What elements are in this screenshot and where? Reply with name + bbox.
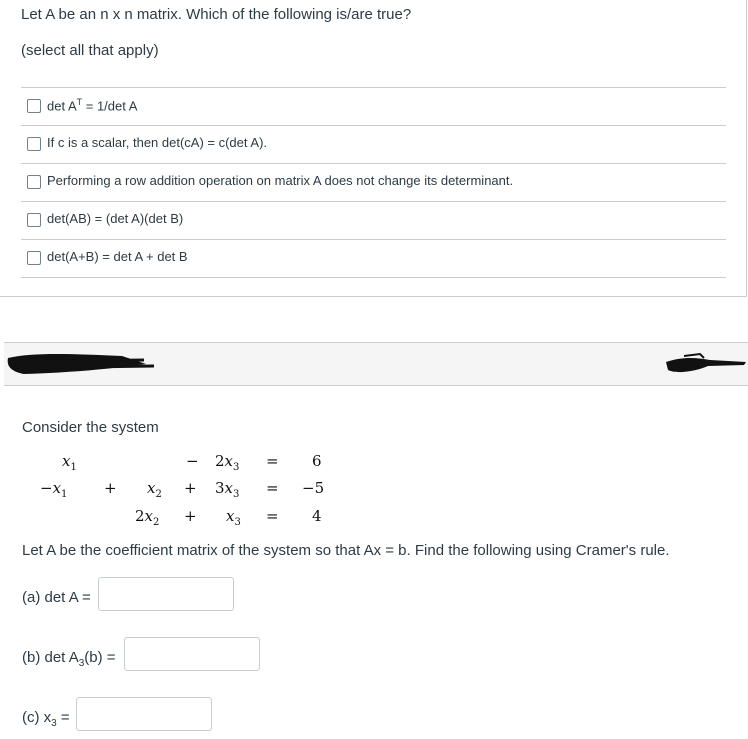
choice-5-checkbox[interactable]	[27, 251, 41, 265]
question-1-prompt: Let A be an n x n matrix. Which of the following is/are true?	[21, 6, 412, 23]
row3-operator: +	[184, 507, 197, 525]
choice-3-label: Performing a row addition operation on matrix A does not change its determinant.	[47, 173, 514, 188]
row3-x2: $2x_2$	[135, 507, 160, 528]
choice-1[interactable]	[21, 87, 726, 125]
question-2-statement: Let A be the coefficient matrix of the system so that Ax = b. Find the following using Cramer's rule.	[22, 542, 670, 559]
row2-x3: $3x_3$	[215, 479, 240, 500]
row1-equals: =	[266, 452, 279, 470]
choice-3-checkbox[interactable]	[27, 175, 41, 189]
choice-4-label: det(AB) = (det A)(det B)	[47, 211, 184, 226]
row2-rhs: −5	[302, 479, 325, 497]
row2-x2: $x_2$	[147, 479, 162, 500]
question-1-instruction: (select all that apply)	[21, 42, 159, 59]
choice-2[interactable]	[21, 125, 726, 163]
choice-5[interactable]	[21, 239, 726, 278]
redaction-scribble-left	[4, 350, 154, 378]
part-c-answer-input[interactable]	[76, 697, 212, 731]
row2-operator-1: +	[104, 479, 117, 497]
choice-2-checkbox[interactable]	[27, 137, 41, 151]
row3-equals: =	[266, 507, 279, 525]
choice-2-label: If c is a scalar, then det(cA) = c(det A).	[47, 135, 268, 150]
choice-3[interactable]	[21, 163, 726, 201]
redaction-scribble-right	[664, 352, 748, 376]
row1-x3: $2x_3$	[215, 452, 240, 473]
row2-equals: =	[266, 479, 279, 497]
part-b-answer-input[interactable]	[124, 637, 260, 671]
choice-4[interactable]	[21, 201, 726, 239]
row3-x3: $x_3$	[226, 507, 241, 528]
linear-system	[32, 452, 332, 530]
choice-1-checkbox[interactable]	[27, 99, 41, 113]
choice-4-checkbox[interactable]	[27, 213, 41, 227]
question-2-intro: Consider the system	[22, 419, 159, 436]
part-c-label: (c) $x_3$ =	[22, 709, 70, 729]
row2-operator-2: +	[184, 479, 197, 497]
row1-rhs: 6	[312, 452, 322, 470]
row1-x1: $x_1$	[62, 452, 77, 473]
part-a-label: (a) det A =	[22, 589, 91, 606]
part-a-answer-input[interactable]	[98, 577, 234, 611]
row1-operator: −	[186, 452, 199, 470]
answer-choices	[21, 87, 726, 278]
choice-1-label: $\det A^T = 1/\det$ A	[47, 97, 138, 114]
row3-rhs: 4	[312, 507, 322, 525]
part-b-label: (b) $\det A_3(b)$ =	[22, 649, 116, 669]
choice-5-label: det(A+B) = det A + det B	[47, 249, 188, 264]
row2-x1: $-x_1$	[40, 479, 68, 500]
